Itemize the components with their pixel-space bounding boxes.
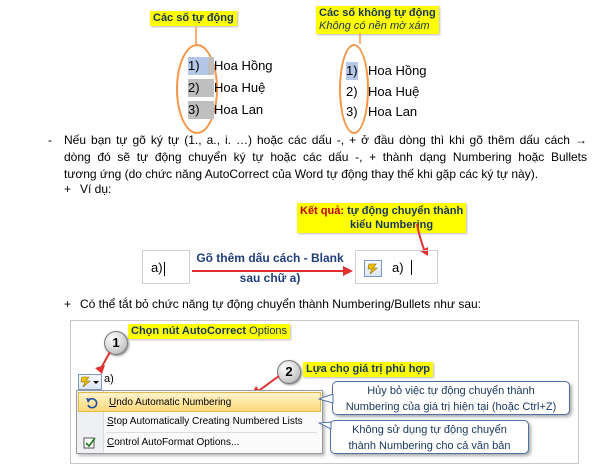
list-item xyxy=(346,83,419,101)
text-cursor xyxy=(164,262,165,276)
autocorrect-options-button[interactable] xyxy=(78,374,102,390)
undo-icon xyxy=(85,396,99,410)
step1-marker: 1 xyxy=(104,331,128,355)
menu-item-label: Stop Automatically Creating Numbered Lists xyxy=(107,416,303,427)
list-text: Hoa Huệ xyxy=(214,80,266,95)
before-text: a) xyxy=(151,260,163,275)
callout-undo-pointer xyxy=(318,394,334,404)
paragraph-line: Nếu bạn tự gõ ký tự (1., a., i. …) hoặc các dấu -, + ở đầu dòng thì khi gõ thêm dấu cách → xyxy=(64,133,587,147)
menu-item-undo-automatic-numbering[interactable] xyxy=(78,392,321,412)
list-number: 1) xyxy=(188,57,208,75)
manual-numbers-sublabel: Không có nền mờ xám xyxy=(319,20,430,32)
callout-undo xyxy=(332,381,570,415)
typed-text: a) xyxy=(104,373,114,385)
step1-label-suffix: Options xyxy=(249,325,288,337)
list-number: 2) xyxy=(188,79,208,97)
paragraph-line: dòng đó sẽ tự động chuyển ký tự hoặc các dấu -, + thành dạng Numbering hoặc Bullets xyxy=(64,150,587,164)
result-label-rest: tự động chuyển thành xyxy=(347,205,464,217)
list-item xyxy=(346,62,427,80)
callout-stop-pointer xyxy=(318,420,332,430)
example-label: Ví dụ: xyxy=(80,182,112,196)
result-label-line1 xyxy=(300,204,463,218)
after-example-box xyxy=(355,250,438,284)
list-item xyxy=(346,103,417,121)
autocorrect-menu xyxy=(76,390,323,454)
auto-numbers-label: Các số tự động xyxy=(150,11,237,26)
list-item xyxy=(188,57,273,75)
autocorrect-lightning-icon[interactable] xyxy=(364,260,382,277)
step2-marker: 2 xyxy=(277,360,301,384)
disable-bullet: + xyxy=(64,297,72,311)
list-number: 3) xyxy=(346,104,358,119)
result-label-bold: Kết quả: xyxy=(300,205,344,217)
list-text: Hoa Huệ xyxy=(368,84,420,99)
paragraph-body xyxy=(64,132,587,183)
step1-label-prefix: Chọn nút AutoCorrect xyxy=(131,325,247,337)
list-number: 1) xyxy=(346,63,358,78)
list-text: Hoa Lan xyxy=(368,104,418,119)
example-bullet: + xyxy=(64,182,72,196)
text-cursor xyxy=(411,260,412,275)
label-connectors xyxy=(0,0,605,140)
manual-numbers-title: Các số không tự động xyxy=(319,7,436,19)
list-number: 2) xyxy=(346,84,358,99)
list-item xyxy=(188,79,265,97)
arrow-caption-line1: Gõ thêm dấu cách - Blank xyxy=(196,251,344,265)
arrow-caption-line2: sau chữ a) xyxy=(239,271,301,285)
callout-stop-line2: thành Numbering cho cả văn bản xyxy=(348,440,511,452)
list-text: Hoa Lan xyxy=(214,102,264,117)
menu-item-label: Undo Automatic Numbering xyxy=(109,397,232,408)
before-example-box xyxy=(142,250,190,284)
list-number: 3) xyxy=(188,101,208,119)
callout-stop-line1: Không sử dụng tự động chuyển xyxy=(352,424,507,436)
callout-undo-line1: Hủy bỏ việc tự động chuyển thành xyxy=(367,385,535,397)
menu-item-control-autoformat-options[interactable] xyxy=(77,433,322,453)
disable-instruction: Có thể tắt bỏ chức năng tự động chuyển thành Numbering/Bullets như sau: xyxy=(80,297,482,311)
list-item xyxy=(188,101,263,119)
menu-item-stop-numbered-lists[interactable] xyxy=(77,412,322,432)
list-text: Hoa Hồng xyxy=(214,58,273,73)
paragraph-bullet: - xyxy=(48,133,52,147)
after-text: a) xyxy=(392,260,404,275)
dropdown-arrow-icon xyxy=(93,381,99,384)
autocorrect-lightning-icon xyxy=(81,377,90,387)
paragraph-line: tương ứng (do chức năng AutoCorrect của Word tự động thay thế khi gặp các ký tự này). xyxy=(64,167,539,181)
menu-item-label: Control AutoFormat Options... xyxy=(107,437,240,448)
step1-label xyxy=(128,324,290,339)
result-label xyxy=(297,203,466,233)
callout-undo-line2: Numbering của giá trị hiện tại (hoặc Ctrl+Z) xyxy=(345,401,557,413)
list-text: Hoa Hồng xyxy=(368,63,427,78)
result-label-line2: kiểu Numbering xyxy=(350,219,434,231)
step2-label: Lựa chọ giá trị phù hợp xyxy=(303,362,433,377)
right-arrow-icon xyxy=(190,265,355,277)
autoformat-options-icon xyxy=(83,436,97,450)
callout-stop xyxy=(330,420,529,454)
